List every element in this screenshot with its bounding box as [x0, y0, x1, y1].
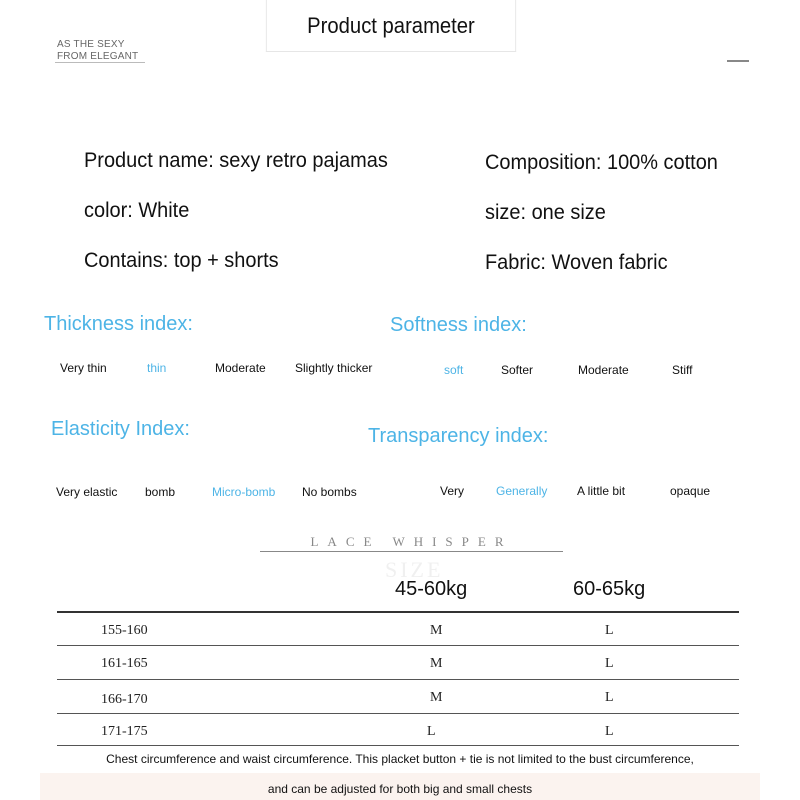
row-2-height: 161-165	[101, 656, 148, 671]
softness-option-stiff: Stiff	[672, 363, 693, 377]
size-note-line-2: and can be adjusted for both big and small chests	[267, 782, 533, 796]
table-top-rule	[57, 611, 739, 613]
size-ghost-title: SIZE	[385, 557, 444, 582]
row-4-size-a: L	[427, 724, 436, 739]
thickness-option-thin: thin	[147, 361, 167, 375]
thickness-option-slightly-thicker: Slightly thicker	[295, 361, 373, 375]
elasticity-option-bomb: bomb	[145, 485, 176, 499]
page-title: Product parameter	[266, 0, 516, 52]
row-1-size-a: M	[430, 623, 443, 638]
softness-title: Softness index:	[390, 314, 527, 336]
thickness-option-moderate: Moderate	[215, 361, 266, 375]
lace-whisper-banner: LACE WHISPER	[310, 534, 513, 549]
brand-divider	[55, 62, 145, 63]
row-2-size-b: L	[605, 656, 614, 671]
product-composition: Composition: 100% cotton	[485, 151, 718, 174]
transparency-option-very: Very	[440, 484, 465, 498]
thickness-option-very-thin: Very thin	[60, 361, 107, 375]
row-4-size-b: L	[605, 724, 614, 739]
row-3-height: 166-170	[101, 692, 148, 707]
table-bottom-rule	[57, 745, 739, 746]
column-header-45-60kg: 45-60kg	[395, 578, 468, 600]
table-row-rule	[57, 645, 739, 646]
elasticity-option-micro-bomb: Micro-bomb	[212, 485, 276, 499]
transparency-option-generally: Generally	[496, 484, 548, 498]
row-1-size-b: L	[605, 623, 614, 638]
transparency-option-opaque: opaque	[670, 484, 711, 498]
table-row-rule	[57, 679, 739, 680]
brand-line-2: FROM ELEGANT	[57, 51, 139, 62]
brand-line-1: AS THE SEXY	[57, 39, 125, 50]
softness-option-moderate: Moderate	[578, 363, 629, 377]
product-fabric: Fabric: Woven fabric	[485, 251, 668, 274]
transparency-option-a-little-bit: A little bit	[577, 484, 626, 498]
elasticity-option-very-elastic: Very elastic	[56, 485, 118, 499]
row-1-height: 155-160	[101, 623, 148, 638]
product-name: Product name: sexy retro pajamas	[84, 149, 388, 172]
header-dash	[727, 60, 749, 62]
size-note-line-1: Chest circumference and waist circumference. This placket button + tie is not limited to the bust circumference,	[106, 752, 694, 766]
softness-option-soft: soft	[444, 363, 464, 377]
product-color: color: White	[84, 199, 190, 222]
brand-tagline	[57, 39, 138, 63]
thickness-title: Thickness index:	[44, 313, 193, 335]
elasticity-title: Elasticity Index:	[51, 418, 190, 440]
row-4-height: 171-175	[101, 724, 148, 739]
product-size: size: one size	[485, 201, 606, 224]
row-2-size-a: M	[430, 656, 443, 671]
softness-option-softer: Softer	[501, 363, 534, 377]
transparency-title: Transparency index:	[368, 425, 549, 447]
column-header-60-65kg: 60-65kg	[573, 578, 646, 600]
elasticity-option-no-bombs: No bombs	[302, 485, 357, 499]
row-3-size-b: L	[605, 690, 614, 705]
lace-whisper-line	[260, 551, 563, 552]
row-3-size-a: M	[430, 690, 443, 705]
product-contains: Contains: top + shorts	[84, 249, 279, 272]
table-row-rule	[57, 713, 739, 714]
